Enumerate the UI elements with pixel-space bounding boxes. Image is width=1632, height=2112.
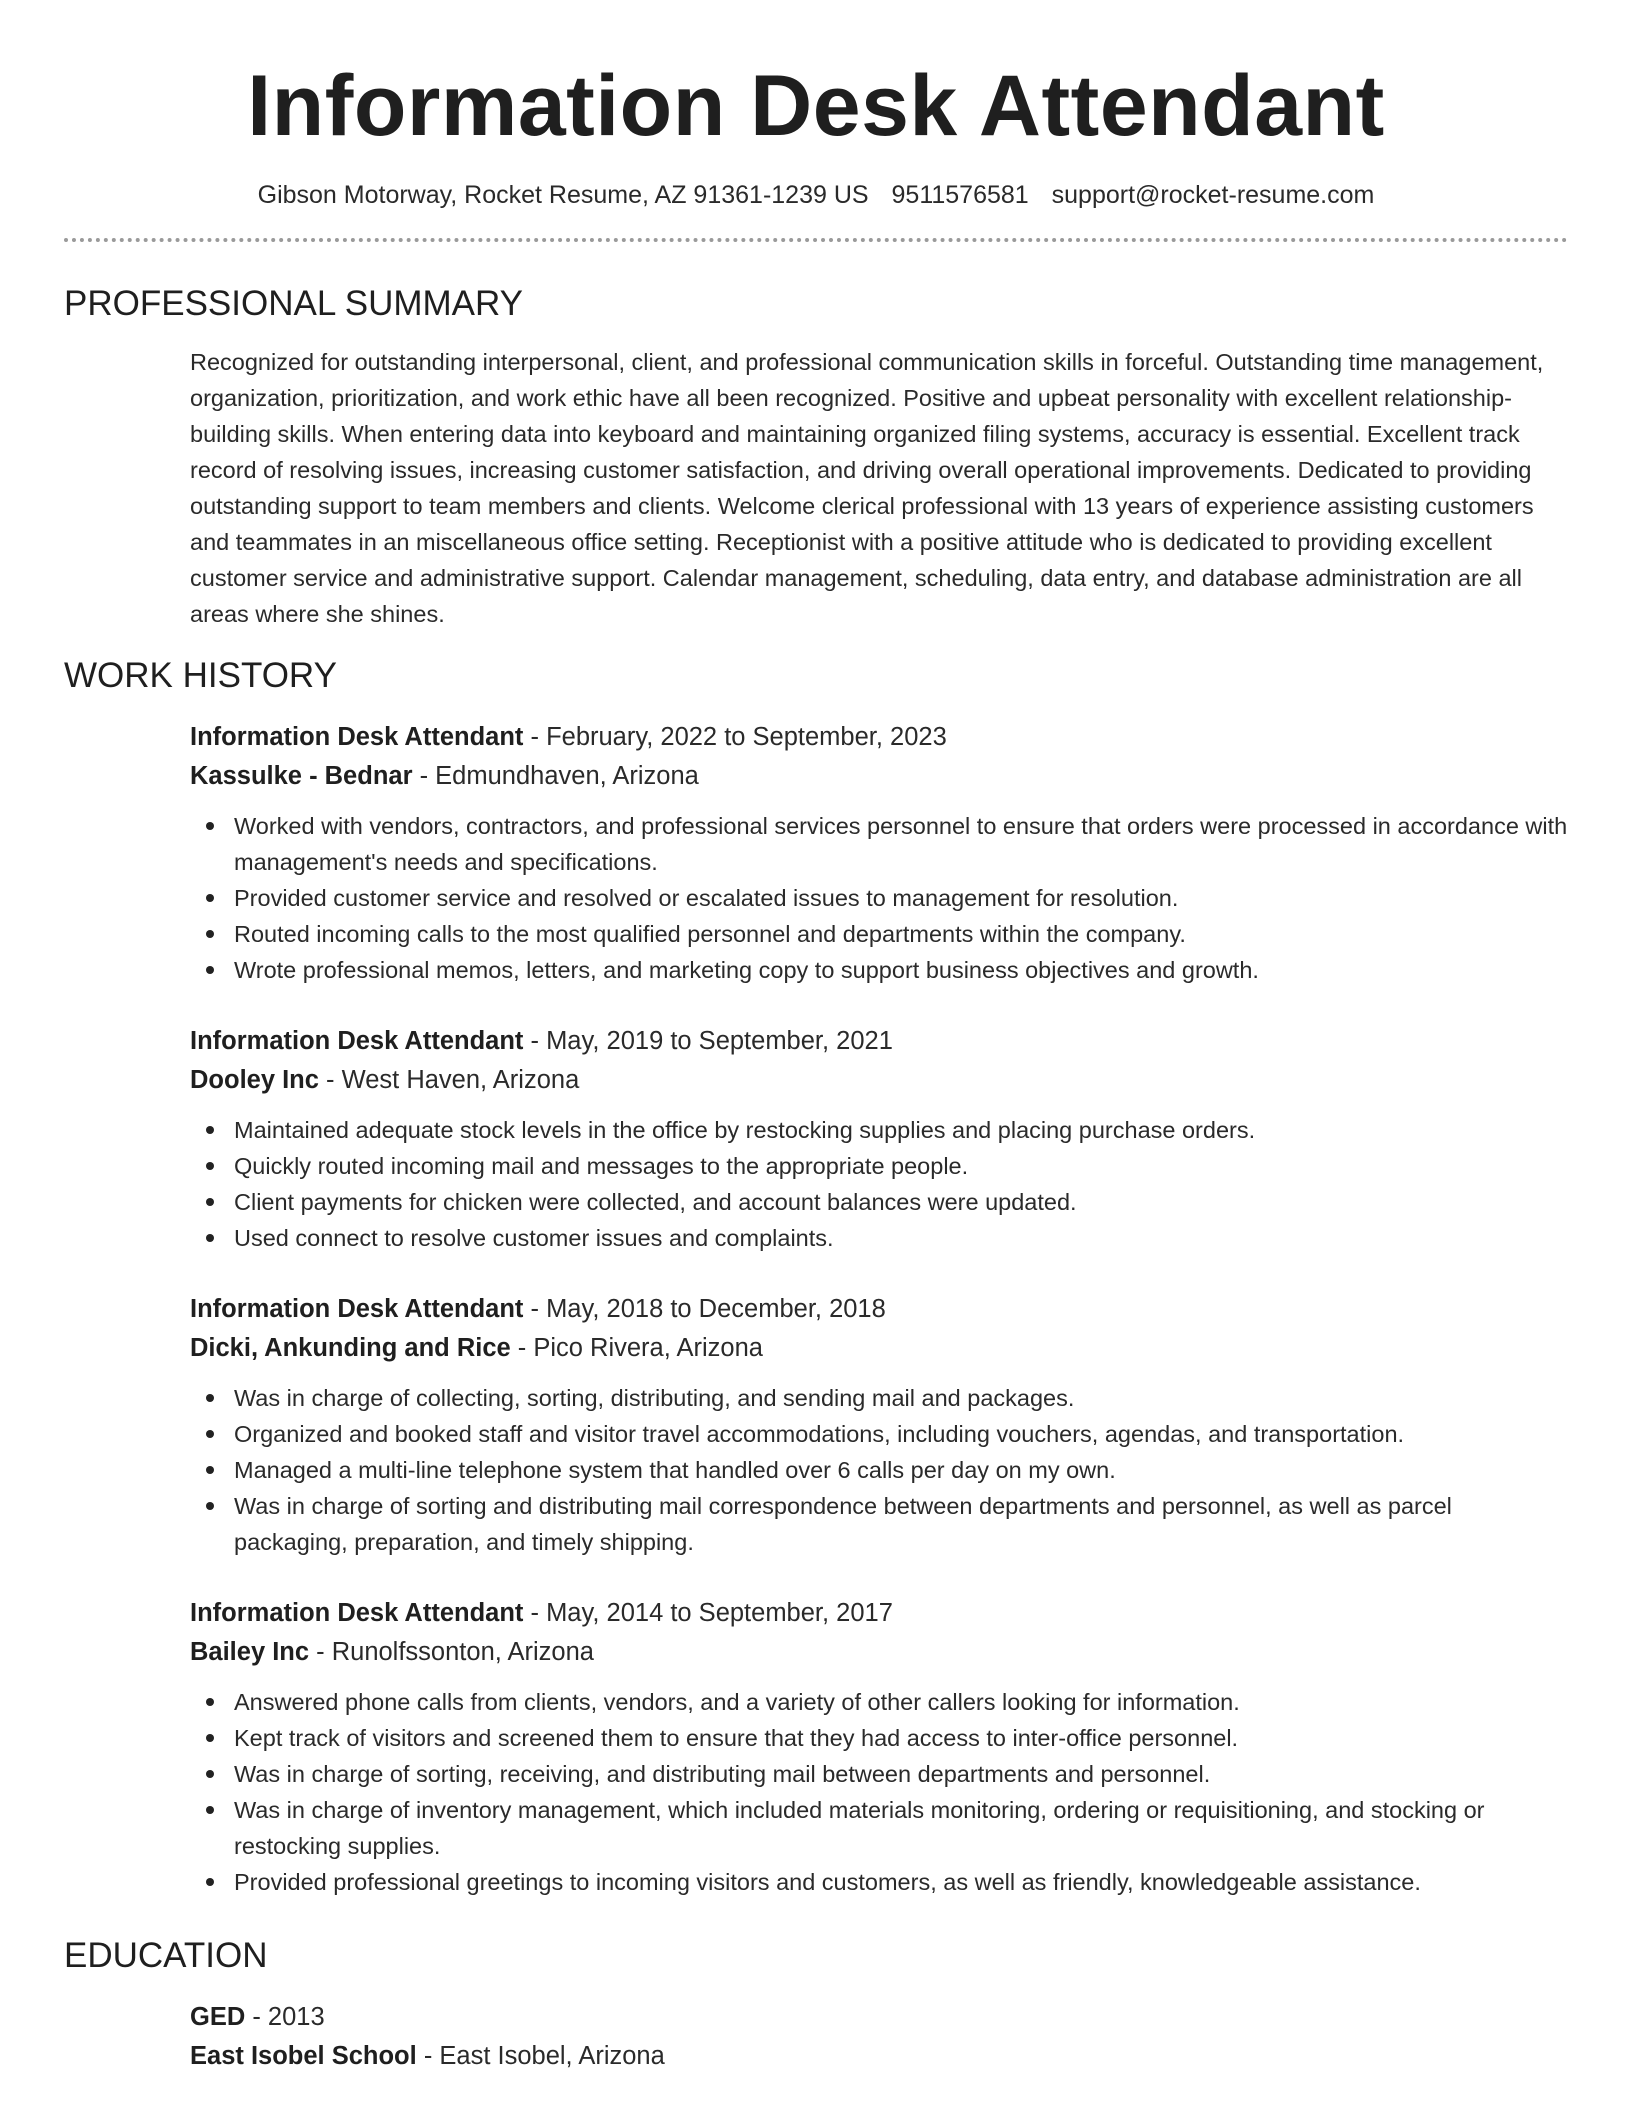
contact-line [64, 178, 1568, 212]
job-title: Information Desk Attendant [190, 1599, 524, 1627]
job-title: Information Desk Attendant [190, 723, 524, 751]
job-company-line [190, 1061, 1568, 1100]
job-title: Information Desk Attendant [190, 1295, 524, 1323]
job-bullet: Managed a multi-line telephone system that handled over 6 calls per day on my own. [234, 1452, 1568, 1488]
job-bullet: Wrote professional memos, letters, and marketing copy to support business objectives and growth. [234, 952, 1568, 988]
job-entry [190, 718, 1568, 988]
job-bullet: Was in charge of inventory management, which included materials monitoring, ordering or requisitioning, and stocking or restocking supplies. [234, 1792, 1568, 1864]
job-entry [190, 1290, 1568, 1560]
job-title-line [190, 1290, 1568, 1329]
job-title-line [190, 1594, 1568, 1633]
job-company-line [190, 1329, 1568, 1368]
job-bullet: Client payments for chicken were collected, and account balances were updated. [234, 1184, 1568, 1220]
job-company-line [190, 1633, 1568, 1672]
job-dates: - May, 2019 to September, 2021 [523, 1027, 893, 1055]
job-bullet: Was in charge of sorting, receiving, and distributing mail between departments and personnel. [234, 1756, 1568, 1792]
job-bullet: Was in charge of sorting and distributing mail correspondence between departments and personnel, as well as parcel packaging, preparation, and timely shipping. [234, 1488, 1568, 1560]
job-bullet: Provided customer service and resolved or escalated issues to management for resolution. [234, 880, 1568, 916]
education-year: - 2013 [245, 2003, 325, 2031]
job-location: - Edmundhaven, Arizona [412, 762, 699, 790]
job-company: Kassulke - Bednar [190, 762, 413, 790]
job-bullet: Answered phone calls from clients, vendors, and a variety of other callers looking for information. [234, 1684, 1568, 1720]
job-company: Dooley Inc [190, 1066, 319, 1094]
job-entry [190, 1594, 1568, 1900]
education-degree-line [190, 1998, 1568, 2037]
resume-name: Information Desk Attendant [247, 58, 1385, 154]
job-location: - Runolfssonton, Arizona [309, 1638, 594, 1666]
education-degree: GED [190, 2003, 246, 2031]
job-dates: - February, 2022 to September, 2023 [523, 723, 947, 751]
job-bullets [190, 808, 1568, 988]
job-dates: - May, 2018 to December, 2018 [523, 1295, 886, 1323]
job-bullet: Used connect to resolve customer issues and complaints. [234, 1220, 1568, 1256]
job-entry [190, 1022, 1568, 1256]
education-school-line [190, 2037, 1568, 2076]
job-title: Information Desk Attendant [190, 1027, 524, 1055]
job-bullets [190, 1684, 1568, 1900]
job-bullet: Maintained adequate stock levels in the office by restocking supplies and placing purchase orders. [234, 1112, 1568, 1148]
education-entry [190, 1998, 1568, 2076]
job-location: - West Haven, Arizona [318, 1066, 580, 1094]
job-company: Dicki, Ankunding and Rice [190, 1334, 511, 1362]
job-bullet: Routed incoming calls to the most qualified personnel and departments within the company. [234, 916, 1568, 952]
summary-heading: PROFESSIONAL SUMMARY [64, 284, 523, 323]
job-company: Bailey Inc [190, 1638, 310, 1666]
header-divider [64, 238, 1568, 242]
contact-phone: 9511576581 [891, 181, 1029, 209]
job-title-line [190, 718, 1568, 757]
job-bullet: Was in charge of collecting, sorting, distributing, and sending mail and packages. [234, 1380, 1568, 1416]
job-bullet: Provided professional greetings to incoming visitors and customers, as well as friendly, knowledgeable assistance. [234, 1864, 1568, 1900]
summary-text: Recognized for outstanding interpersonal, client, and professional communication skills in forceful. Outstanding time management, organization, prioritization, and work ethic have all been recognized. Positive and upbeat personality with excellent relationship-building skills. When entering data into keyboard and maintaining organized filing systems, accuracy is essential. Excellent track record of resolving issues, increasing customer satisfaction, and driving overall operational improvements. Dedicated to providing outstanding support to team members and clients. Welcome clerical professional with 13 years of experience assisting customers and teammates in an miscellaneous office setting. Receptionist with a positive attitude who is dedicated to providing excellent customer service and administrative support. Calendar management, scheduling, data entry, and database administration are all areas where she shines. [190, 349, 1544, 627]
education-school: East Isobel School [190, 2042, 417, 2070]
job-bullet: Kept track of visitors and screened them to ensure that they had access to inter-office personnel. [234, 1720, 1568, 1756]
job-company-line [190, 757, 1568, 796]
job-title-line [190, 1022, 1568, 1061]
education-heading: EDUCATION [64, 1936, 268, 1975]
job-bullets [190, 1380, 1568, 1560]
job-bullet: Organized and booked staff and visitor travel accommodations, including vouchers, agendas, and transportation. [234, 1416, 1568, 1452]
job-bullets [190, 1112, 1568, 1256]
contact-email: support@rocket-resume.com [1051, 181, 1375, 209]
job-bullet: Worked with vendors, contractors, and professional services personnel to ensure that orders were processed in accordance with management's needs and specifications. [234, 808, 1568, 880]
work-history-list [190, 718, 1568, 1900]
education-location: - East Isobel, Arizona [416, 2042, 665, 2070]
job-bullet: Quickly routed incoming mail and messages to the appropriate people. [234, 1148, 1568, 1184]
resume-page [64, 0, 1568, 2076]
job-location: - Pico Rivera, Arizona [510, 1334, 763, 1362]
contact-address: Gibson Motorway, Rocket Resume, AZ 91361-1239 US [257, 181, 869, 209]
work-history-heading: WORK HISTORY [64, 656, 337, 695]
job-dates: - May, 2014 to September, 2017 [523, 1599, 893, 1627]
